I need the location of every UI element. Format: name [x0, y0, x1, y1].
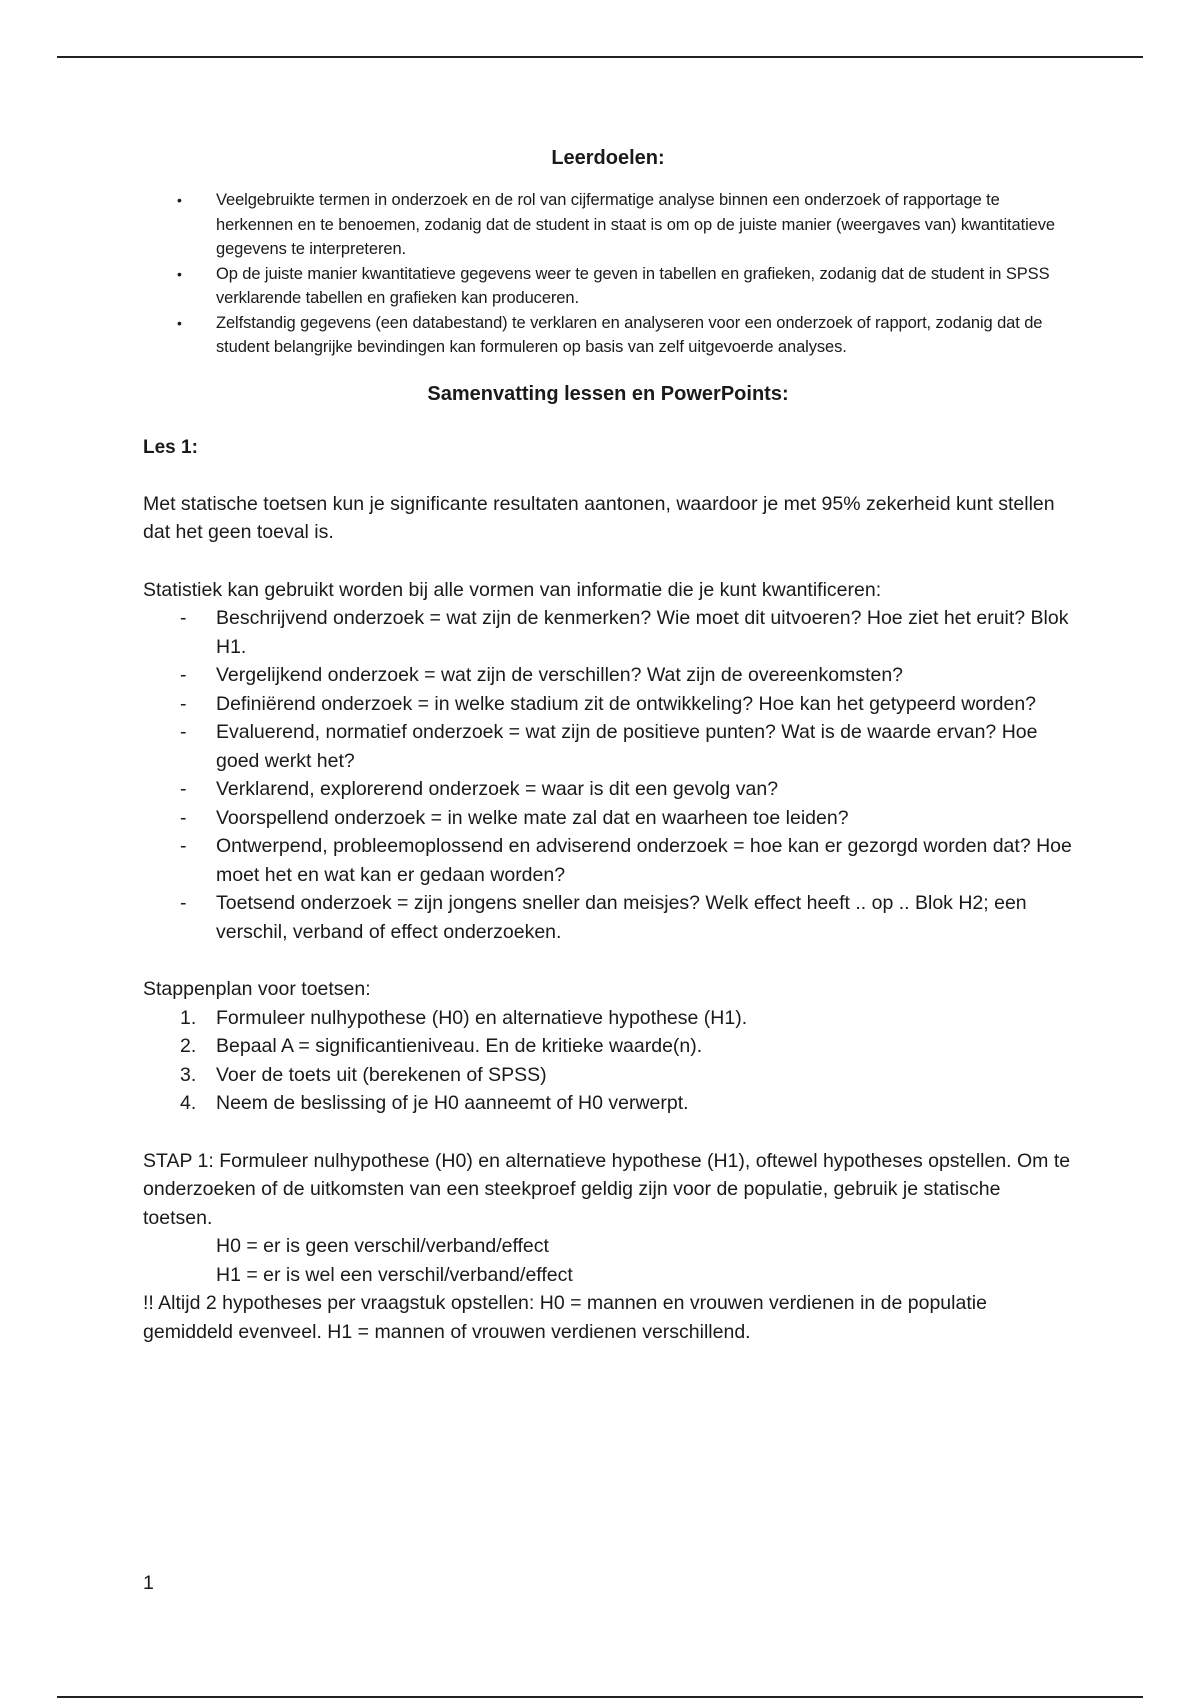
- document-body: [143, 146, 1073, 1346]
- dash-icon: -: [180, 607, 187, 629]
- research-type-text: Toetsend onderzoek = zijn jongens sneller dan meisjes? Welk effect heeft .. op .. Blok H2; een verschil, verband of effect onderzoeken.: [216, 892, 1027, 943]
- list-item: [143, 1004, 1073, 1033]
- research-type-text: Vergelijkend onderzoek = wat zijn de verschillen? Wat zijn de overeenkomsten?: [216, 664, 904, 686]
- h1-definition: H1 = er is wel een verschil/verband/effect: [216, 1263, 573, 1286]
- list-item: [143, 661, 1073, 690]
- steps-list: [143, 1004, 1073, 1118]
- step-number: 1.: [180, 1006, 197, 1029]
- list-item: [143, 262, 1073, 311]
- list-item: [143, 1089, 1073, 1118]
- dash-icon: -: [180, 835, 187, 857]
- step-text: Bepaal A = significantieniveau. En de kritieke waarde(n).: [216, 1035, 703, 1057]
- dash-icon: -: [180, 721, 187, 743]
- note-paragraph: !! Altijd 2 hypotheses per vraagstuk opstellen: H0 = mannen en vrouwen verdienen in de populatie gemiddeld evenveel. H1 = mannen of vrouwen verdienen verschillend.: [143, 1292, 987, 1343]
- list-item: [143, 1061, 1073, 1090]
- learning-goals-heading: Leerdoelen:: [551, 147, 665, 169]
- step-number: 2.: [180, 1035, 197, 1057]
- list-item: [143, 604, 1073, 661]
- learning-goal-text: Op de juiste manier kwantitatieve gegevens weer te geven in tabellen en grafieken, zodanig dat de student in SPSS verklarende tabellen en grafieken kan produceren.: [216, 264, 1050, 307]
- statistics-intro: Statistiek kan gebruikt worden bij alle vormen van informatie die je kunt kwantificeren:: [143, 578, 882, 601]
- learning-goal-text: Veelgebruikte termen in onderzoek en de rol van cijfermatige analyse binnen een onderzoek of rapportage te herkennen en te benoemen, zodanig dat de student in staat is om op de juiste manier (weergaves van) kwantitatieve gegevens te interpreteren.: [216, 191, 1055, 258]
- page-number: 1: [143, 1572, 154, 1594]
- list-item: [143, 718, 1073, 775]
- list-item: [143, 690, 1073, 719]
- step-text: Formuleer nulhypothese (H0) en alternatieve hypothese (H1).: [216, 1006, 748, 1029]
- bullet-icon: •: [177, 314, 182, 331]
- research-type-text: Beschrijvend onderzoek = wat zijn de kenmerken? Wie moet dit uitvoeren? Hoe ziet het eruit? Blok H1.: [216, 607, 1069, 658]
- list-item: [143, 775, 1073, 804]
- dash-icon: -: [180, 664, 187, 686]
- bullet-icon: •: [177, 192, 182, 208]
- dash-icon: -: [180, 778, 187, 800]
- step-number: 3.: [180, 1063, 197, 1086]
- intro-paragraph: Met statische toetsen kun je significante resultaten aantonen, waardoor je met 95% zekerheid kunt stellen dat het geen toeval is.: [143, 492, 1055, 543]
- header-rule: [57, 56, 1143, 58]
- research-type-text: Definiërend onderzoek = in welke stadium zit de ontwikkeling? Hoe kan het getypeerd worden?: [216, 692, 1037, 715]
- list-item: [143, 311, 1073, 360]
- list-item: [143, 804, 1073, 833]
- footer-rule: [57, 1696, 1143, 1698]
- steps-intro: Stappenplan voor toetsen:: [143, 978, 371, 1000]
- h0-definition: H0 = er is geen verschil/verband/effect: [216, 1235, 549, 1257]
- research-type-text: Evaluerend, normatief onderzoek = wat zijn de positieve punten? Wat is de waarde ervan? Hoe goed werkt het?: [216, 721, 1038, 772]
- research-type-text: Verklarend, explorerend onderzoek = waar is dit een gevolg van?: [216, 778, 779, 800]
- research-type-text: Voorspellend onderzoek = in welke mate zal dat en waarheen toe leiden?: [216, 806, 849, 829]
- dash-icon: -: [180, 806, 187, 829]
- list-item: [143, 1032, 1073, 1061]
- learning-goals-list: [143, 188, 1073, 360]
- bullet-icon: •: [177, 265, 182, 282]
- list-item: [143, 188, 1073, 262]
- learning-goal-text: Zelfstandig gegevens (een databestand) te verklaren en analyseren voor een onderzoek of rapport, zodanig dat de student belangrijke bevindingen kan formuleren op basis van zelf uitgevoerde analyses.: [216, 313, 1043, 356]
- summary-heading: Samenvatting lessen en PowerPoints:: [427, 382, 789, 405]
- dash-icon: -: [180, 692, 187, 715]
- dash-icon: -: [180, 892, 187, 914]
- lesson-label: Les 1:: [143, 436, 198, 458]
- step-text: Neem de beslissing of je H0 aanneemt of H0 verwerpt.: [216, 1092, 689, 1114]
- list-item: [143, 889, 1073, 946]
- step1-paragraph: STAP 1: Formuleer nulhypothese (H0) en alternatieve hypothese (H1), oftewel hypotheses opstellen. Om te onderzoeken of de uitkomsten van een steekproef geldig zijn voor de populatie, gebruik je statische toetsen.: [143, 1149, 1071, 1229]
- research-types-list: [143, 604, 1073, 946]
- step-text: Voer de toets uit (berekenen of SPSS): [216, 1063, 547, 1086]
- step-number: 4.: [180, 1092, 197, 1114]
- list-item: [143, 832, 1073, 889]
- research-type-text: Ontwerpend, probleemoplossend en adviserend onderzoek = hoe kan er gezorgd worden dat? Hoe moet het en wat kan er gedaan worden?: [216, 835, 1072, 886]
